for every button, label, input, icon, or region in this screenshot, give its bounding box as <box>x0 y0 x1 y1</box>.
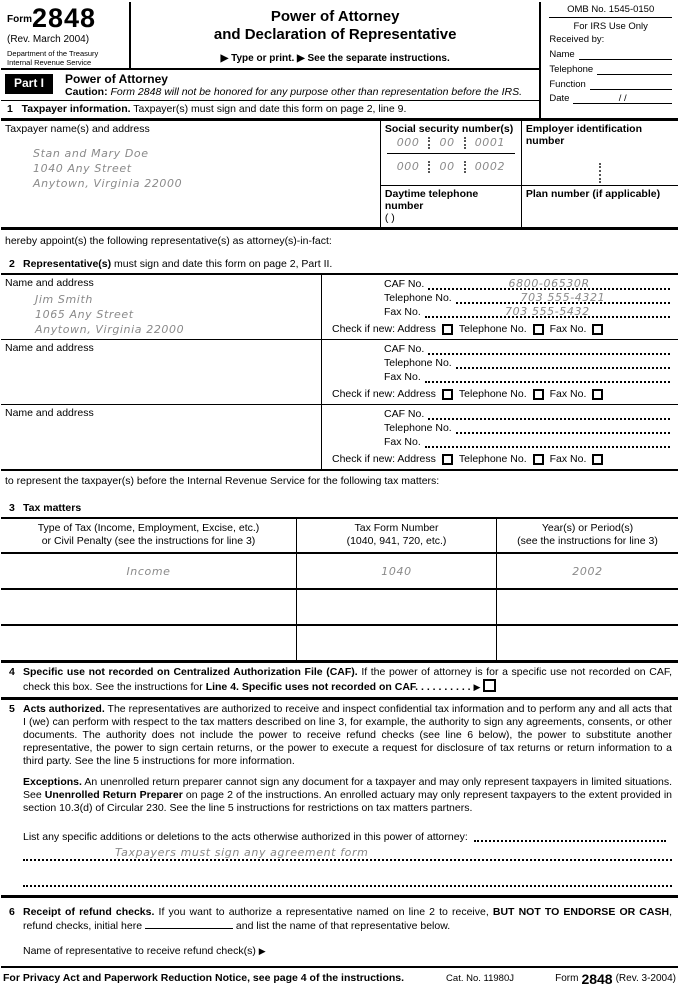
ssn-separator <box>428 137 430 149</box>
tax-year-cell[interactable] <box>496 626 678 660</box>
received-name-blank[interactable] <box>579 49 672 60</box>
line4-heading2: Line 4. Specific uses not recorded on CAF. <box>205 681 419 693</box>
rep1-caf-value[interactable]: 6800-06530R <box>428 277 670 290</box>
col-type-of-tax-header: Type of Tax (Income, Employment, Excise, etc.) or Civil Penalty (see the instructions for line 3) <box>37 522 260 547</box>
ssn-value-1[interactable]: 000 00 0001 <box>387 136 515 154</box>
rep3-caf-value[interactable] <box>428 407 670 420</box>
rep1-new-fax-checkbox[interactable] <box>592 324 603 335</box>
table-row <box>1 554 678 590</box>
received-telephone-blank[interactable] <box>597 64 672 75</box>
to-represent-text: to represent the taxpayer(s) before the Internal Revenue Service for the following tax matters: <box>5 475 440 487</box>
tax-type-cell[interactable] <box>1 590 296 624</box>
part1-badge: Part I <box>5 74 53 94</box>
line6-section: 6 Receipt of refund checks. If you want to authorize a representative named on line 2 to receive, BUT NOT TO ENDORSE OR CASH, refund checks, initial here and list the name of that representative below. Name of representative to receive refund check(s) ▶ <box>1 898 678 968</box>
rep2-new-telephone-checkbox[interactable] <box>533 389 544 400</box>
rep1-new-address-checkbox[interactable] <box>442 324 453 335</box>
form-word: Form <box>7 14 32 25</box>
line6-text-3: and list the name of that representative below. <box>235 920 451 932</box>
rep3-telephone-value[interactable] <box>456 421 670 434</box>
page-footer <box>1 968 678 989</box>
list-additions-leader[interactable] <box>474 840 666 842</box>
rep2-fax-label: Fax No. <box>384 371 421 383</box>
footer-form-id: Form 2848 (Rev. 3-2004) <box>555 971 676 987</box>
rep2-check-if-new-label: Check if new: Address <box>332 388 436 400</box>
rep1-check-if-new-label: Check if new: Address <box>332 323 436 335</box>
col-years-periods-header: Year(s) or Period(s) (see the instructions for line 3) <box>496 519 678 552</box>
irs-use-only-box <box>539 2 678 118</box>
type-or-print-instruction: ▶ Type or print. ▶ See the separate instructions. <box>220 53 450 64</box>
line1-heading: 1 Taxpayer information. Taxpayer(s) must sign and date this form on page 2, line 9. <box>1 100 539 118</box>
daytime-phone-label: Daytime telephone number <box>384 188 479 212</box>
line4-text: If the power of attorney is for a specific use not recorded on CAF, check this box. See the instructions for <box>23 666 672 693</box>
representatives-section <box>1 273 678 471</box>
rep1-telephone-value[interactable]: 703 555-4321 <box>456 291 670 304</box>
tax-type-cell[interactable] <box>1 626 296 660</box>
rep1-fax-label: Fax No. <box>384 306 421 318</box>
rep3-caf-label: CAF No. <box>384 408 425 420</box>
rep3-new-telephone-checkbox[interactable] <box>533 454 544 465</box>
tax-year-cell[interactable]: 2002 <box>496 554 678 588</box>
refund-rep-arrow-icon: ▶ <box>258 946 266 956</box>
exceptions-text-2: on page 2 of the instructions. An enrolled actuary may only represent taxpayers to the extent provided in section 10.3(d) of Circular 230. See the line 5 instructions for restrictions on tax matters partners. <box>23 789 673 814</box>
received-function-blank[interactable] <box>590 79 672 90</box>
tax-type-cell[interactable]: Income <box>126 564 171 578</box>
rep1-name-address-label: Name and address <box>5 277 94 289</box>
line4-dot-leader: . . . . . . . . . <box>421 681 471 693</box>
line4-arrow-icon: ▶ <box>473 682 481 692</box>
received-date-blank[interactable]: / / <box>573 93 672 104</box>
tax-form-cell[interactable] <box>296 626 496 660</box>
taxpayer-name-address-value[interactable]: Stan and Mary Doe 1040 Any Street Anytown, Virginia 22000 <box>33 147 183 190</box>
additions-handwritten-line[interactable]: Taxpayers must sign any agreement form <box>23 846 672 861</box>
rep1-check-telephone-label: Telephone No. <box>458 323 527 335</box>
line6-text-2: , refund checks, initial here <box>23 906 672 932</box>
rep2-new-address-checkbox[interactable] <box>442 389 453 400</box>
initials-blank[interactable] <box>145 919 233 929</box>
rep2-check-telephone-label: Telephone No. <box>458 388 527 400</box>
ssn-value-2[interactable]: 000 00 0002 <box>396 160 506 173</box>
rep2-name-address-label: Name and address <box>5 342 94 354</box>
ssn-separator <box>464 161 466 173</box>
part1-title: Power of Attorney <box>65 72 168 86</box>
privacy-act-notice: For Privacy Act and Paperwork Reduction Notice, see page 4 of the instructions. <box>3 972 405 984</box>
received-function-label: Function <box>549 79 586 90</box>
rep3-name-address-label: Name and address <box>5 407 94 419</box>
rep1-check-fax-label: Fax No. <box>549 323 587 335</box>
rep2-check-fax-label: Fax No. <box>549 388 587 400</box>
rep2-telephone-value[interactable] <box>456 356 670 369</box>
ein-separator[interactable] <box>599 163 601 183</box>
rep1-fax-value[interactable]: 703 555-5432 <box>425 305 670 318</box>
tax-form-cell[interactable] <box>296 590 496 624</box>
line5-section: 5 Acts authorized. The representatives are authorized to receive and inspect confidential tax information and to perform any and all acts that I (we) can perform with respect to the tax matters described on line 3, for example, the authority to sign any agreements, consents, or other documents. The authority does not include the power to receive refund checks (see line 6 below), the power to substitute another representative, the power to sign certain returns, or the power to execute a request for disclosure of tax returns or return information to a third party. See the line 5 instructions for more information. Exceptions. An unenrolled return preparer cannot sign any document for a taxpayer and may only represent taxpayers in limited situations. See Unenrolled Return Preparer on page 2 of the instructions. An enrolled actuary may only represent taxpayers to the extent provided in section 10.3(d) of Circular 230. See the line 5 instructions for restrictions on tax matters partners. List any specific additions or deletions to the acts otherwise authorized in this power of attorney: Taxpayers must sign any agreement form <box>1 700 678 898</box>
rep3-check-fax-label: Fax No. <box>549 453 587 465</box>
line5-heading: Acts authorized. <box>23 703 105 715</box>
additions-blank-line[interactable] <box>23 885 672 887</box>
hereby-appoints-text: hereby appoint(s) the following representative(s) as attorney(s)-in-fact: <box>5 235 332 247</box>
omb-number: OMB No. 1545-0150 <box>549 4 672 18</box>
rep1-caf-label: CAF No. <box>384 278 425 290</box>
ssn-separator <box>464 137 466 149</box>
form-number: 2848 <box>32 3 97 33</box>
received-telephone-label: Telephone <box>549 64 594 75</box>
table-row <box>1 626 678 660</box>
received-by-label: Received by: <box>549 34 605 45</box>
representative-block-2 <box>1 340 678 405</box>
form-title: Power of Attorney and Declaration of Representative <box>213 8 457 43</box>
rep1-name-address-value[interactable]: Jim Smith 1065 Any Street Anytown, Virginia 22000 <box>35 293 185 336</box>
line6-bold: BUT NOT TO ENDORSE OR CASH <box>492 906 670 918</box>
line2-heading: 2 Representative(s) must sign and date this form on page 2, Part II. <box>9 258 333 270</box>
line5-text: The representatives are authorized to receive and inspect confidential tax information and to perform any and all acts that I (we) can perform with respect to the tax matters described on line 3, for example, the authority to sign any agreements, consents, or other documents. The authority does not include the power to receive refund checks (see line 6 below), the power to substitute another representative, the power to sign certain returns, or the power to execute a request for disclosure of tax returns or return information to a third party. See the line 5 instructions for more information. <box>23 703 672 767</box>
tax-form-cell[interactable]: 1040 <box>296 554 496 588</box>
form-header <box>1 2 678 121</box>
tax-matters-table <box>1 517 678 663</box>
rep2-new-fax-checkbox[interactable] <box>592 389 603 400</box>
rep1-telephone-label: Telephone No. <box>384 292 452 304</box>
form-number-block <box>1 2 131 68</box>
part1-caution: Caution: Form 2848 will not be honored for any purpose other than representation before the IRS. <box>65 86 523 98</box>
rep2-telephone-label: Telephone No. <box>384 357 452 369</box>
received-date-label: Date <box>549 93 570 104</box>
exceptions-text-1: An unenrolled return preparer cannot sign any document for a taxpayer and may only represent taxpayers in limited situations. See <box>23 776 672 801</box>
rep3-new-fax-checkbox[interactable] <box>592 454 603 465</box>
rep3-fax-value[interactable] <box>425 435 670 448</box>
daytime-phone-value[interactable]: ( ) <box>384 212 395 224</box>
exceptions-bold: Unenrolled Return Preparer <box>44 789 183 801</box>
taxpayer-block <box>1 121 678 227</box>
representative-block-3 <box>1 405 678 469</box>
col-tax-form-number-header: Tax Form Number (1040, 941, 720, etc.) <box>296 519 496 552</box>
ein-label: Employer identification number <box>525 123 642 147</box>
rep3-telephone-label: Telephone No. <box>384 422 452 434</box>
refund-rep-name-label: Name of representative to receive refund check(s) <box>23 945 256 957</box>
plan-number-label: Plan number (if applicable) <box>525 188 661 200</box>
representative-block-1 <box>1 275 678 340</box>
line4-section: 4 Specific use not recorded on Centralized Authorization File (CAF). If the power of attorney is for a specific use not recorded on CAF, check this box. See the instructions for Line 4. Specific uses not recorded on CAF. . . . . . . . . . ▶ <box>1 663 678 700</box>
rep2-caf-label: CAF No. <box>384 343 425 355</box>
rep3-fax-label: Fax No. <box>384 436 421 448</box>
exceptions-heading: Exceptions. <box>23 776 82 788</box>
irs-use-only-label: For IRS Use Only <box>573 21 648 32</box>
department-label: Department of the Treasury <box>7 49 99 58</box>
received-name-label: Name <box>549 49 575 60</box>
ssn-separator <box>428 161 430 173</box>
tax-matters-header-row <box>1 519 678 554</box>
rep1-new-telephone-checkbox[interactable] <box>533 324 544 335</box>
line3-heading: 3 Tax matters <box>9 502 82 514</box>
line6-heading: Receipt of refund checks. <box>23 906 155 918</box>
list-additions-label: List any specific additions or deletions to the acts otherwise authorized in this power of attorney: <box>23 831 468 843</box>
catalog-number: Cat. No. 11980J <box>446 973 514 984</box>
rep2-caf-value[interactable] <box>428 342 670 355</box>
form-revision: (Rev. March 2004) <box>7 34 90 45</box>
specific-use-checkbox[interactable] <box>483 679 496 692</box>
table-row <box>1 590 678 626</box>
ssn-label: Social security number(s) <box>384 123 514 135</box>
rep3-check-telephone-label: Telephone No. <box>458 453 527 465</box>
line4-heading: Specific use not recorded on Centralized Authorization File (CAF). <box>23 666 358 678</box>
rep2-fax-value[interactable] <box>425 370 670 383</box>
tax-year-cell[interactable] <box>496 590 678 624</box>
rep3-check-if-new-label: Check if new: Address <box>332 453 436 465</box>
part1-header <box>1 70 539 100</box>
line6-text-1: If you want to authorize a representative named on line 2 to receive, <box>158 906 489 918</box>
taxpayer-name-address-label: Taxpayer name(s) and address <box>5 123 150 135</box>
rep3-new-address-checkbox[interactable] <box>442 454 453 465</box>
agency-label: Internal Revenue Service <box>7 58 92 67</box>
